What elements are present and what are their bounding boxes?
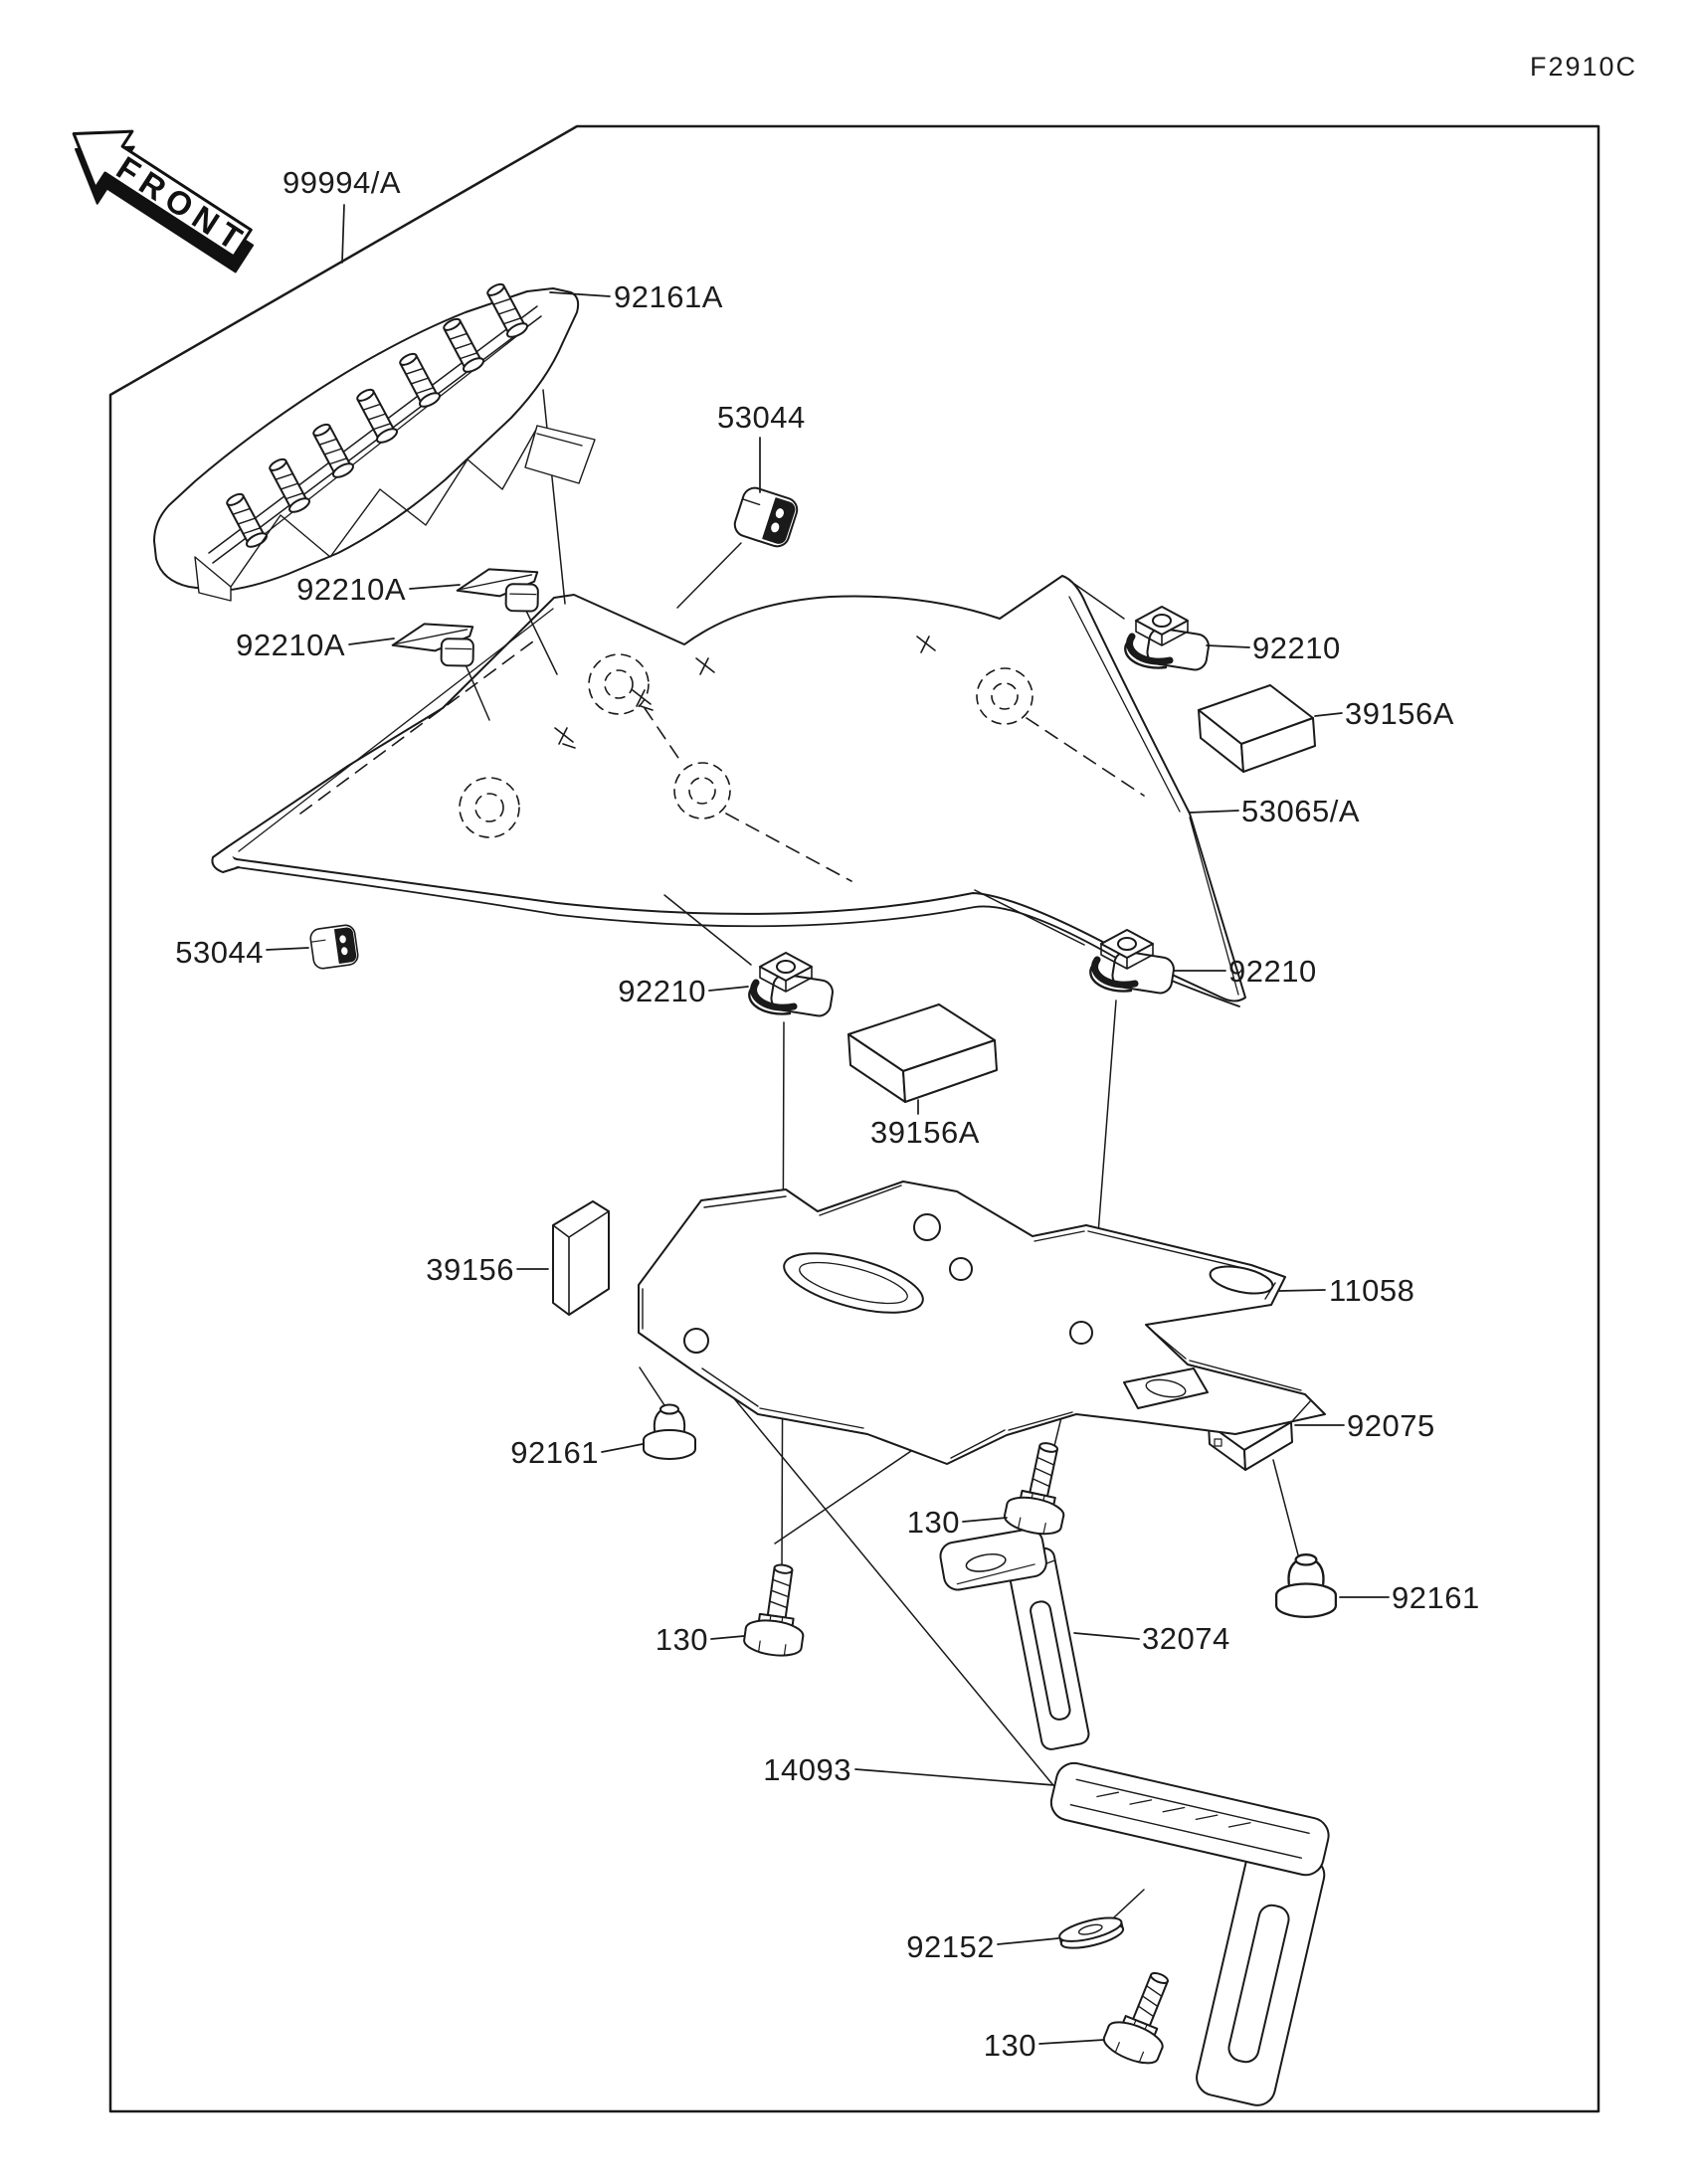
part-label-92210a-1: 92210A [296,572,406,607]
part-label-92210a-2: 92210A [236,628,345,662]
part-label-130-1: 130 [906,1505,960,1540]
washer-92152 [1057,1913,1125,1953]
part-label-92210-top-right: 92210 [1252,631,1341,665]
drawing-code: F2910C [1530,52,1638,82]
seat-cover-53065-drawing [212,572,1245,1006]
front-arrow-icon [49,105,269,287]
part-label-92210-center: 92210 [618,974,706,1008]
pad-39156-left [553,1201,609,1315]
part-label-14093: 14093 [763,1752,851,1787]
damper-92161-right [1276,1554,1336,1617]
part-label-92161-left: 92161 [510,1435,599,1470]
bolt-130-2 [743,1561,813,1659]
part-label-39156a-right: 39156A [1345,696,1454,731]
bolt-130-1 [1003,1438,1078,1539]
pad-39156a-right [1199,685,1315,772]
part-label-53065a: 53065/A [1241,794,1360,828]
wellnut-92210a-2 [391,619,476,673]
part-label-92152: 92152 [906,1929,995,1964]
part-label-92075: 92075 [1347,1408,1435,1443]
part-label-99994a: 99994/A [282,165,401,200]
part-label-39156a-center: 39156A [870,1115,980,1150]
part-label-92210-mid-right: 92210 [1228,954,1317,989]
seat-cowl-99994-drawing [154,281,595,601]
part-label-130-2: 130 [655,1622,708,1657]
wellnut-92210a-1 [456,564,541,619]
bolt-130-3 [1100,1963,1188,2069]
nut-92210-center [749,953,834,1017]
bracket-11058-drawing [639,1182,1325,1464]
part-label-53044-top: 53044 [717,400,806,435]
damper-92161-left [644,1405,695,1460]
nut-92210-top-right [1125,607,1210,671]
pad-39156a-center [848,1004,997,1102]
clip-53044-top [732,485,801,550]
part-label-11058: 11058 [1329,1273,1415,1308]
part-label-130-3: 130 [983,2028,1036,2063]
part-label-53044-left: 53044 [175,935,264,970]
part-label-39156: 39156 [426,1252,514,1287]
front-arrow-text: FRONT [109,148,255,261]
clip-53044-left [309,924,359,970]
stay-32074-drawing [938,1527,1090,1750]
part-label-32074: 32074 [1142,1621,1230,1656]
part-label-92161a: 92161A [614,279,723,314]
part-label-92161-right: 92161 [1392,1580,1480,1615]
